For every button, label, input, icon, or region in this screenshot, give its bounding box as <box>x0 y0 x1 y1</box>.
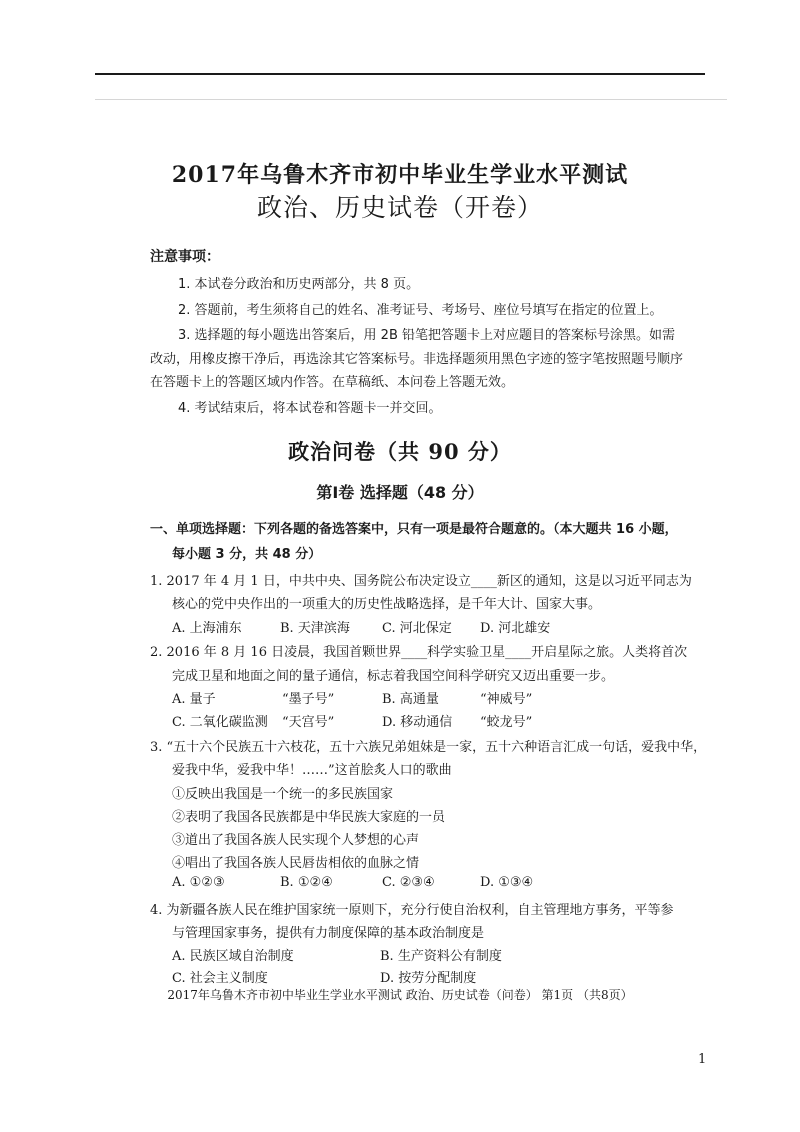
question-2-option-d-name: “蛟龙号” <box>480 715 533 730</box>
question-3-statement-1: ①反映出我国是一个统一的多民族国家 <box>172 787 394 802</box>
question-2-option-c-name: “天宫号” <box>282 715 335 730</box>
top-rule-faint <box>95 99 727 100</box>
question-2-option-b: B. 高通量 <box>382 692 439 707</box>
exam-subtitle: 政治、历史试卷（开卷） <box>256 193 543 222</box>
question-3-statement-3: ③道出了我国各族人民实现个人梦想的心声 <box>172 833 420 848</box>
question-4-line-1: 4. 为新疆各族人民在维护国家统一原则下，充分行使自治权利，自主管理地方事务，平等参 <box>150 903 674 918</box>
question-3-statement-2: ②表明了我国各民族都是中华民族大家庭的一员 <box>172 810 446 825</box>
question-2-option-a-name: “墨子号” <box>282 692 335 707</box>
question-4-option-b: B. 生产资料公有制度 <box>380 949 502 964</box>
question-2-line-2: 完成卫星和地面之间的量子通信，标志着我国空间科学研究又迈出重要一步。 <box>172 669 615 684</box>
question-3-line-2: 爱我中华，爱我中华！……”这首脍炙人口的歌曲 <box>172 763 452 778</box>
notice-item-3-line-1: 3. 选择题的每小题选出答案后，用 2B 铅笔把答题卡上对应题目的答案标号涂黑。如需 <box>178 328 675 343</box>
question-1-option-b: B. 天津滨海 <box>280 621 350 636</box>
section-subtitle: 第Ⅰ卷 选择题（48 分） <box>316 483 484 502</box>
question-4-line-2: 与管理国家事务，提供有力制度保障的基本政治制度是 <box>172 926 485 941</box>
question-1-option-a: A. 上海浦东 <box>172 621 242 636</box>
part-instruction-line-2: 每小题 3 分，共 48 分） <box>172 547 322 562</box>
question-3-option-c: C. ②③④ <box>382 875 435 890</box>
question-4-option-d: D. 按劳分配制度 <box>380 971 477 986</box>
notice-item-2: 2. 答题前，考生须将自己的姓名、准考证号、考场号、座位号填写在指定的位置上。 <box>178 303 663 318</box>
notice-heading: 注意事项： <box>150 249 220 265</box>
notice-item-1: 1. 本试卷分政治和历史两部分，共 8 页。 <box>178 277 420 292</box>
notice-item-3-line-3: 在答题卡上的答题区域内作答。在草稿纸、本问卷上答题无效。 <box>150 375 515 390</box>
question-2-option-b-name: “神威号” <box>480 692 533 707</box>
part-instruction-line-1: 一、单项选择题：下列各题的备选答案中，只有一项是最符合题意的。（本大题共 16 小题， <box>150 522 678 537</box>
question-1-option-d: D. 河北雄安 <box>480 621 551 636</box>
question-1-line-2: 核心的党中央作出的一项重大的历史性战略选择，是千年大计、国家大事。 <box>172 597 602 612</box>
question-3-option-d: D. ①③④ <box>480 875 534 890</box>
question-2-option-a: A. 量子 <box>172 692 216 707</box>
question-2-line-1: 2. 2016 年 8 月 16 日凌晨，我国首颗世界____科学实验卫星____开启星际之旅。人类将首次 <box>150 645 688 660</box>
question-3-line-1: 3. “五十六个民族五十六枝花，五十六族兄弟姐妹是一家，五十六种语言汇成一句话，爱我中华， <box>150 740 707 755</box>
top-rule <box>95 73 705 75</box>
question-2-option-c: C. 二氧化碳监测 <box>172 715 268 730</box>
question-3-option-a: A. ①②③ <box>172 875 225 890</box>
question-1-option-c: C. 河北保定 <box>382 621 452 636</box>
question-4-option-a: A. 民族区域自治制度 <box>172 949 294 964</box>
page-number: 1 <box>698 1052 707 1067</box>
question-3-option-b: B. ①②④ <box>280 875 333 890</box>
exam-title: 2017年乌鲁木齐市初中毕业生学业水平测试 <box>171 162 629 188</box>
question-3-statement-4: ④唱出了我国各族人民唇齿相依的血脉之情 <box>172 856 420 871</box>
question-1-line-1: 1. 2017 年 4 月 1 日，中共中央、国务院公布决定设立____新区的通知，这是以习近平同志为 <box>150 574 692 589</box>
question-4-option-c: C. 社会主义制度 <box>172 971 268 986</box>
section-title: 政治问卷（共 90 分） <box>288 439 512 464</box>
notice-item-4: 4. 考试结束后，将本试卷和答题卡一并交回。 <box>178 401 442 416</box>
question-2-option-d: D. 移动通信 <box>382 715 453 730</box>
notice-item-3-line-2: 改动，用橡皮擦干净后，再选涂其它答案标号。非选择题须用黑色字迹的签字笔按照题号顺序 <box>150 352 684 367</box>
page-footer: 2017年乌鲁木齐市初中毕业生学业水平测试 政治、历史试卷（问卷） 第1页 （共8页） <box>167 988 633 1002</box>
